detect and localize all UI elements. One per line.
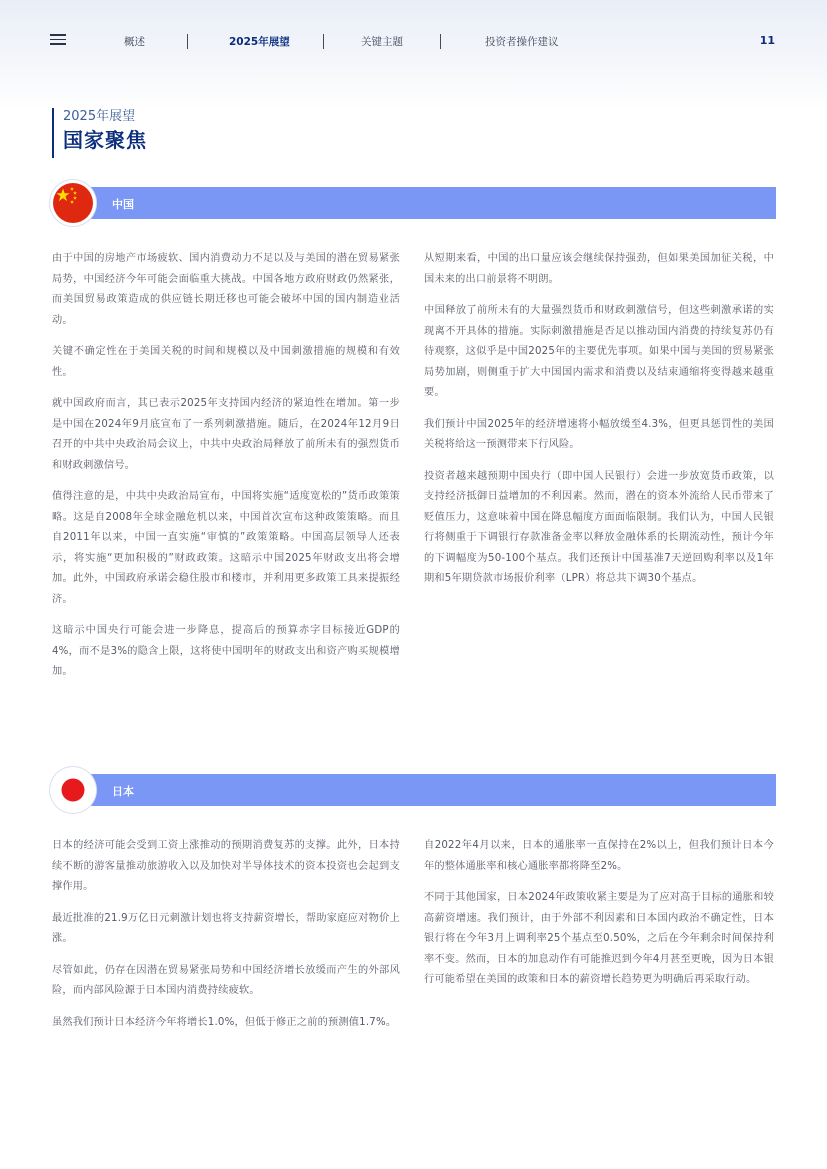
country-label-china: 中国 — [112, 198, 134, 211]
country-banner-japan — [60, 774, 776, 806]
page-title: 国家聚焦 — [63, 128, 147, 152]
section-title-block — [52, 108, 147, 158]
paragraph: 值得注意的是，中共中央政治局宣布，中国将实施“适度宽松的”货币政策策略。这是自2008年全球金融危机以来，中国首次宣布这种政策策略。而且自2011年以来，中国一直实施“审慎的”政策策略。中国高层领导人还表示，将实施“更加积极的”财政政策。这暗示中国2025年财政支出将会增加。此外，中国政府承诺会稳住股市和楼市，并利用更多政策工具来提振经济。 — [52, 491, 400, 605]
page-number: 11 — [759, 34, 775, 47]
section-subtitle: 2025年展望 — [63, 109, 136, 124]
china-left-column — [52, 249, 400, 694]
japan-left-column — [52, 836, 400, 1044]
paragraph: 自2022年4月以来，日本的通胀率一直保持在2%以上，但我们预计日本今年的整体通胀率和核心通胀率都将降至2%。 — [424, 840, 774, 872]
country-banner-china — [60, 187, 776, 219]
japan-flag-icon — [50, 767, 96, 813]
paragraph: 最近批准的21.9万亿日元刺激计划也将支持薪资增长，帮助家庭应对物价上涨。 — [52, 912, 400, 944]
paragraph: 我们预计中国2025年的经济增速将小幅放缓至4.3%，但更具惩罚性的美国关税将给这一预测带来下行风险。 — [424, 418, 774, 450]
paragraph: 中国释放了前所未有的大量强烈货币和财政刺激信号，但这些刺激承诺的实现离不开具体的措施。实际刺激措施是否足以推动国内消费的持续复苏仍有待观察，这似乎是中国2025年的主要优先事项。如果中国与美国的贸易紧张局势加剧，则侧重于扩大中国国内需求和消费以及结束通缩将变得越来越重要。 — [424, 305, 774, 398]
paragraph: 这暗示中国央行可能会进一步降息，提高后的预算赤字目标接近GDP的4%，而不是3%的隐含上限，这将使中国明年的财政支出和资产购买规模增加。 — [52, 625, 400, 677]
nav-item-outlook-2025[interactable]: 2025年展望 — [229, 36, 290, 48]
china-right-column — [424, 249, 774, 601]
nav-divider — [440, 34, 441, 49]
nav-item-investor-actions[interactable]: 投资者操作建议 — [485, 36, 559, 48]
nav-item-overview[interactable]: 概述 — [124, 36, 145, 48]
nav-divider — [187, 34, 188, 49]
paragraph: 就中国政府而言，其已表示2025年支持国内经济的紧迫性在增加。第一步是中国在2024年9月底宣布了一系列刺激措施。随后，在2024年12月9日召开的中共中央政治局会议上，中共中央政治局释放了前所未有的强烈货币和财政刺激信号。 — [52, 398, 400, 471]
paragraph: 由于中国的房地产市场疲软、国内消费动力不足以及与美国的潜在贸易紧张局势，中国经济今年可能会面临重大挑战。中国各地方政府财政仍然紧张，而美国贸易政策造成的供应链长期迁移也可能会破坏中国的国内制造业活动。 — [52, 253, 400, 326]
paragraph: 从短期来看，中国的出口量应该会继续保持强劲，但如果美国加征关税，中国未来的出口前景将不明朗。 — [424, 253, 774, 285]
paragraph: 关键不确定性在于美国关税的时间和规模以及中国刺激措施的规模和有效性。 — [52, 346, 400, 378]
paragraph: 虽然我们预计日本经济今年将增长1.0%，但低于修正之前的预测值1.7%。 — [52, 1016, 397, 1028]
nav-item-key-themes[interactable]: 关键主题 — [361, 36, 403, 48]
japan-right-column — [424, 836, 774, 1002]
country-label-japan: 日本 — [112, 785, 134, 798]
hamburger-menu-icon[interactable] — [50, 34, 66, 46]
paragraph: 日本的经济可能会受到工资上涨推动的预期消费复苏的支撑。此外，日本持续不断的游客量推动旅游收入以及加快对半导体技术的资本投资也会起到支撑作用。 — [52, 840, 400, 892]
china-flag-icon — [50, 180, 96, 226]
top-navigation — [0, 26, 827, 58]
nav-divider — [323, 34, 324, 49]
paragraph: 不同于其他国家，日本2024年政策收紧主要是为了应对高于目标的通胀和较高薪资增速。我们预计，由于外部不利因素和日本国内政治不确定性，日本银行将在今年3月上调利率25个基点至0.50%，之后在今年剩余时间保持利率不变。然而，日本的加息动作有可能推迟到今年4月甚至更晚，因为日本银行可能希望在美国的政策和日本的薪资增长趋势更为明确后再采取行动。 — [424, 892, 774, 985]
paragraph: 投资者越来越预期中国央行（即中国人民银行）会进一步放宽货币政策，以支持经济抵御日益增加的不利因素。然而，潜在的资本外流给人民币带来了贬值压力，这意味着中国在降息幅度方面面临限制。我们认为，中国人民银行将侧重于下调银行存款准备金率以释放金融体系的长期流动性，预计今年的下调幅度为50-100个基点。我们还预计中国基准7天逆回购利率以及1年期和5年期贷款市场报价利率（LPR）将总共下调30个基点。 — [424, 470, 774, 584]
paragraph: 尽管如此，仍存在因潜在贸易紧张局势和中国经济增长放缓而产生的外部风险，而内部风险源于日本国内消费持续疲软。 — [52, 964, 400, 996]
